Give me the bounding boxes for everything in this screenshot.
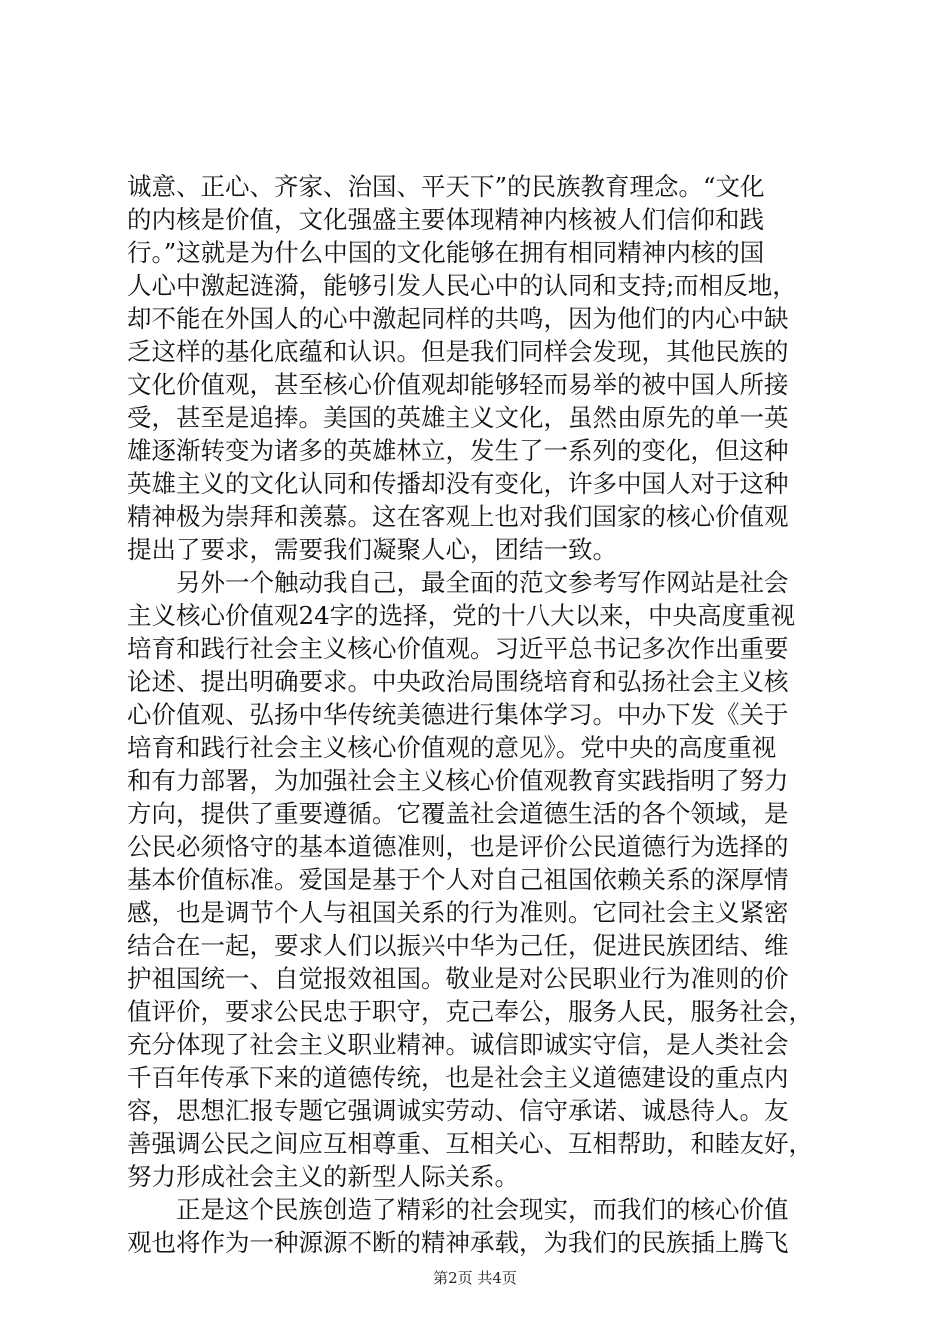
text-line: 值评价，要求公民忠于职守，克己奉公，服务人民，服务社会，: [127, 997, 813, 1026]
text-line: 心价值观、弘扬中华传统美德进行集体学习。中办下发《关于: [127, 700, 789, 729]
text-line: 受，甚至是追捧。美国的英雄主义文化，虽然由原先的单一英: [127, 403, 789, 432]
text-line: 培育和践行社会主义核心价值观。习近平总书记多次作出重要: [127, 634, 789, 663]
text-line: 精神极为崇拜和羡慕。这在客观上也对我们国家的核心价值观: [127, 502, 789, 531]
text-line: 护祖国统一、自觉报效祖国。敬业是对公民职业行为准则的价: [127, 964, 789, 993]
text-line: 论述、提出明确要求。中央政治局围绕培育和弘扬社会主义核: [127, 667, 789, 696]
text-line: 另外一个触动我自己，最全面的范文参考写作网站是社会: [127, 568, 789, 597]
text-line: 基本价值标准。爱国是基于个人对自己祖国依赖关系的深厚情: [127, 865, 789, 894]
text-line: 行。”这就是为什么中国的文化能够在拥有相同精神内核的国: [127, 238, 765, 267]
text-line: 文化价值观，甚至核心价值观却能够轻而易举的被中国人所接: [127, 370, 789, 399]
text-line: 观也将作为一种源源不断的精神承载，为我们的民族插上腾飞: [127, 1228, 789, 1257]
text-line: 雄逐渐转变为诸多的英雄林立，发生了一系列的变化，但这种: [127, 436, 789, 465]
text-line: 充分体现了社会主义职业精神。诚信即诚实守信，是人类社会: [127, 1030, 789, 1059]
text-line: 主义核心价值观24字的选择，党的十八大以来，中央高度重视: [127, 601, 796, 630]
text-line: 千百年传承下来的道德传统，也是社会主义道德建设的重点内: [127, 1063, 789, 1092]
text-line: 方向，提供了重要遵循。它覆盖社会道德生活的各个领域，是: [127, 799, 789, 828]
text-line: 人心中激起涟漪，能够引发人民心中的认同和支持;而相反地，: [127, 271, 797, 300]
text-line: 诚意、正心、齐家、治国、平天下”的民族教育理念。“文化: [127, 172, 765, 201]
text-line: 却不能在外国人的心中激起同样的共鸣，因为他们的内心中缺: [127, 304, 789, 333]
text-line: 容，思想汇报专题它强调诚实劳动、信守承诺、诚恳待人。友: [127, 1096, 789, 1125]
text-line: 结合在一起，要求人们以振兴中华为己任，促进民族团结、维: [127, 931, 789, 960]
text-line: 培育和践行社会主义核心价值观的意见》。党中央的高度重视: [127, 733, 777, 762]
text-line: 的内核是价值，文化强盛主要体现精神内核被人们信仰和践: [127, 205, 764, 234]
text-line: 努力形成社会主义的新型人际关系。: [127, 1162, 519, 1191]
text-line: 提出了要求，需要我们凝聚人心，团结一致。: [127, 535, 617, 564]
page-footer-indicator: 第2页 共4页: [433, 1269, 517, 1287]
text-line: 乏这样的基化底蕴和认识。但是我们同样会发现，其他民族的: [127, 337, 789, 366]
document-body: [127, 170, 832, 1259]
text-line: 英雄主义的文化认同和传播却没有变化，许多中国人对于这种: [127, 469, 789, 498]
text-line: 正是这个民族创造了精彩的社会现实，而我们的核心价值: [127, 1195, 789, 1224]
text-line: 感，也是调节个人与祖国关系的行为准则。它同社会主义紧密: [127, 898, 789, 927]
text-line: 公民必须恪守的基本道德准则，也是评价公民道德行为选择的: [127, 832, 789, 861]
text-line: 善强调公民之间应互相尊重、互相关心、互相帮助，和睦友好，: [127, 1129, 813, 1158]
text-line: 和有力部署，为加强社会主义核心价值观教育实践指明了努力: [127, 766, 789, 795]
